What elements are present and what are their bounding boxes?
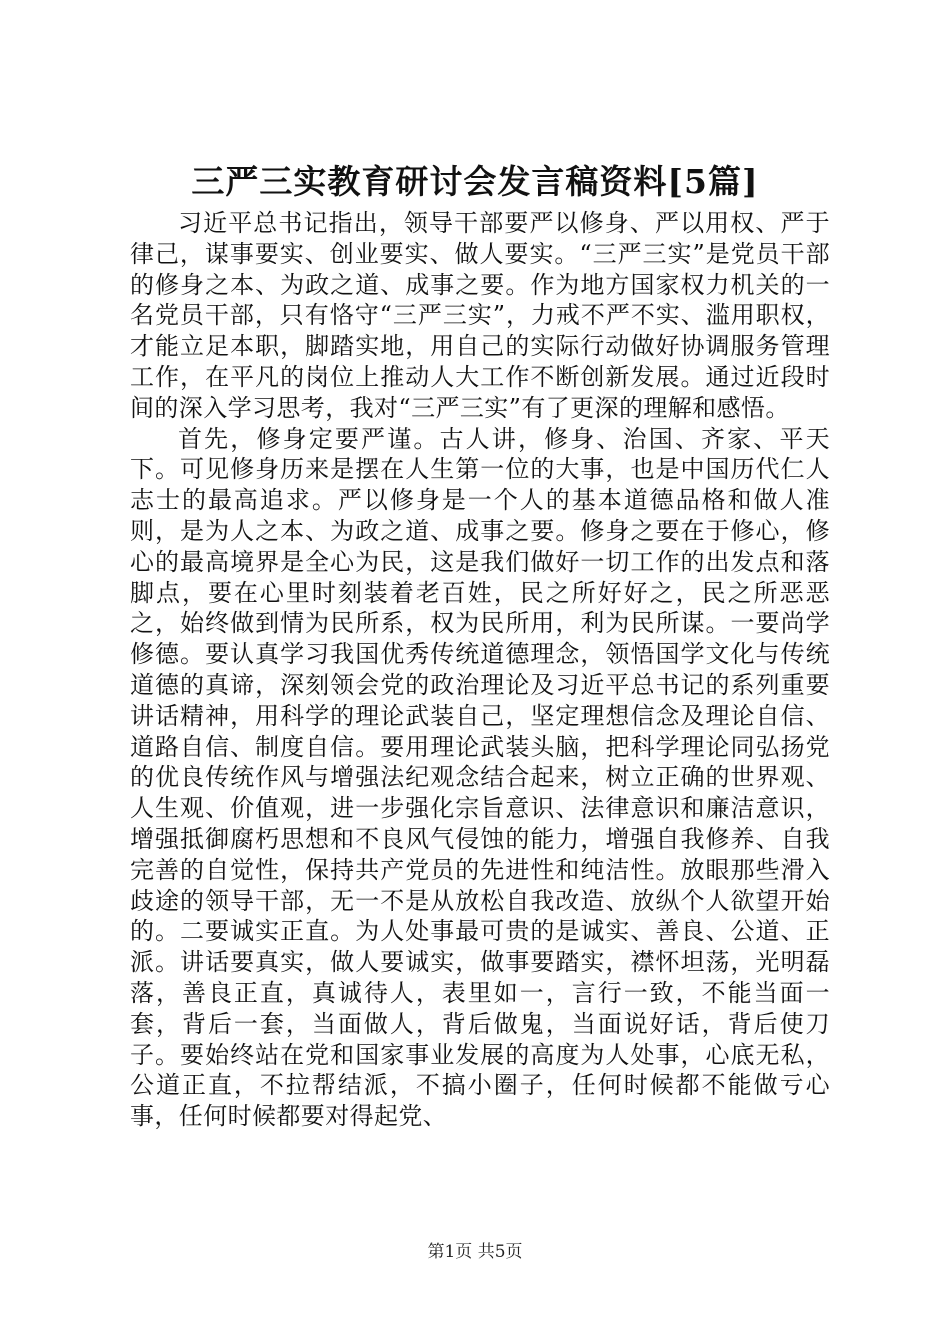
document-body <box>130 208 830 1132</box>
paragraph-self-cultivation: 首先，修身定要严谨。古人讲，修身、治国、齐家、平天下。可见修身历来是摆在人生第一位的大事，也是中国历代仁人志士的最高追求。严以修身是一个人的基本道德品格和做人准则，是为人之本、为政之道、成事之要。修身之要在于修心，修心的最高境界是全心为民，这是我们做好一切工作的出发点和落脚点，要在心里时刻装着老百姓，民之所好好之，民之所恶恶之，始终做到情为民所系，权为民所用，利为民所谋。一要尚学修德。要认真学习我国优秀传统道德理念，领悟国学文化与传统道德的真谛，深刻领会党的政治理论及习近平总书记的系列重要讲话精神，用科学的理论武装自己，坚定理想信念及理论自信、道路自信、制度自信。要用理论武装头脑，把科学理论同弘扬党的优良传统作风与增强法纪观念结合起来，树立正确的世界观、人生观、价值观，进一步强化宗旨意识、法律意识和廉洁意识，增强抵御腐朽思想和不良风气侵蚀的能力，增强自我修养、自我完善的自觉性，保持共产党员的先进性和纯洁性。放眼那些滑入歧途的领导干部，无一不是从放松自我改造、放纵个人欲望开始的。二要诚实正直。为人处事最可贵的是诚实、善良、公道、正派。讲话要真实，做人要诚实，做事要踏实，襟怀坦荡，光明磊落，善良正直，真诚待人，表里如一，言行一致，不能当面一套，背后一套，当面做人，背后做鬼，当面说好话，背后使刀子。要始终站在党和国家事业发展的高度为人处事，心底无私，公道正直，不拉帮结派，不搞小圈子，任何时候都不能做亏心事，任何时候都要对得起党、 <box>130 424 830 1131</box>
page-indicator: 第1页 共5页 <box>427 1242 523 1262</box>
paragraph-intro: 习近平总书记指出，领导干部要严以修身、严以用权、严于律己，谋事要实、创业要实、做人要实。“三严三实”是党员干部的修身之本、为政之道、成事之要。作为地方国家权力机关的一名党员干部，只有恪守“三严三实”，力戒不严不实、滥用职权，才能立足本职，脚踏实地，用自己的实际行动做好协调服务管理工作，在平凡的岗位上推动人大工作不断创新发展。通过近段时间的深入学习思考，我对“三严三实”有了更深的理解和感悟。 <box>130 209 830 422</box>
document-title: 三严三实教育研讨会发言稿资料[5篇] <box>191 162 759 201</box>
